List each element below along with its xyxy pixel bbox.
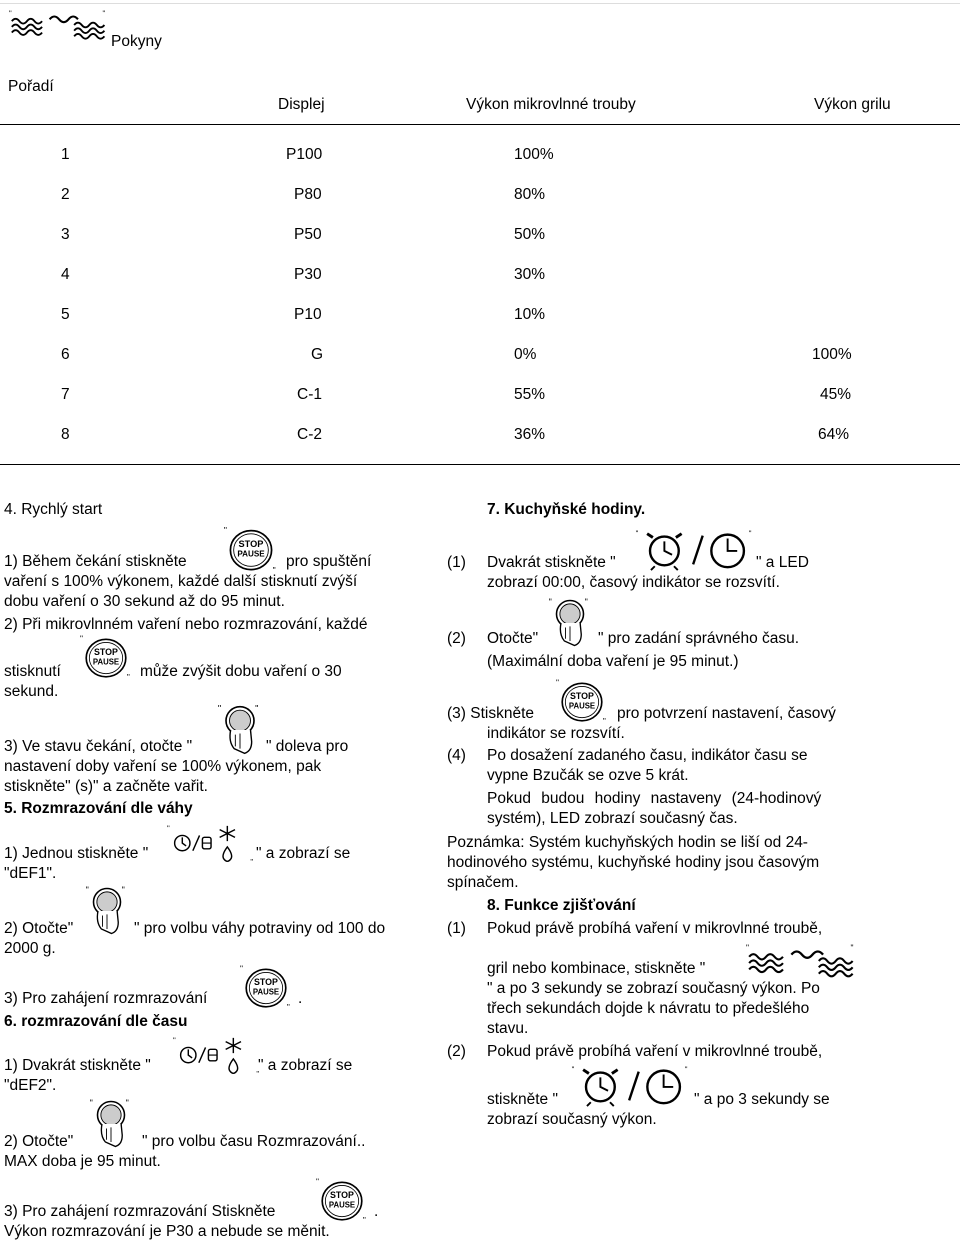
s8-step2-text: " a po 3 sekundy se [694,1091,830,1108]
s7-step4-text: systém), LED zobrazí současný čas. [487,810,738,827]
s6-step2-text: 2) Otočte" [4,1133,74,1150]
s5-step2-text: " pro volbu váhy potraviny od 100 do [134,920,386,937]
s4-step1-text: dobu vaření o 30 sekund až do 95 minut. [4,593,285,610]
clock-timer-icon [568,1062,696,1108]
row-number: 8 [61,426,70,443]
microwave-grill-icon [8,8,112,42]
table-header-display: Displej [278,96,325,113]
row-microwave: 50% [514,226,546,243]
s7-step1-text: zobrazí 00:00, časový indikátor se rozsvítí. [487,574,780,591]
s4-step2-text: sekund. [4,683,59,700]
s6-step3-text: 3) Pro zahájení rozmrazování Stiskněte [4,1203,276,1220]
s8-step2-text: zobrazí současný výkon. [487,1111,657,1128]
s7-step4-text: Po dosažení zadaného času, indikátor času se [487,747,808,764]
s5-step1-text: " a zobrazí se [256,845,351,862]
s5-step1-text: 1) Jednou stiskněte " [4,845,149,862]
stop-pause-icon [220,523,282,575]
row-display: P10 [294,306,322,323]
row-microwave: 10% [514,306,546,323]
table-header-grill: Výkon grilu [814,96,891,113]
row-number: 5 [61,306,70,323]
s8-step1-number: (1) [447,920,466,937]
row-display: P100 [286,146,323,163]
row-display: C-2 [297,426,322,443]
row-number: 2 [61,186,70,203]
row-microwave: 36% [514,426,546,443]
s4-step2-text: může zvýšit dobu vaření o 30 [140,663,342,680]
section-6-title: 6. rozmrazování dle času [4,1013,188,1030]
s4-step3-text: nastavení doby vaření se 100% výkonem, pak [4,758,322,775]
s5-step2-text: 2000 g. [4,940,56,957]
s4-step1-text: vaření s 100% výkonem, každé další stisknutí zvýší [4,573,358,590]
section-7-title: 7. Kuchyňské hodiny. [487,501,646,518]
s4-step1-text: 1) Během čekání stiskněte [4,553,187,570]
s8-step1-text: gril nebo kombinace, stiskněte " [487,960,706,977]
stop-pause-icon [312,1175,372,1225]
clock-timer-icon [632,526,760,572]
row-number: 3 [61,226,70,243]
s8-step2-number: (2) [447,1043,466,1060]
s7-step1-text: Dvakrát stiskněte " [487,554,616,571]
dial-knob-icon [84,884,130,938]
section-4-title: 4. Rychlý start [4,501,103,518]
s4-step2-text: 2) Při mikrovlnném vaření nebo rozmrazování, každé [4,616,368,633]
s8-step2-text: stiskněte " [487,1091,558,1108]
dial-knob-icon [216,702,264,758]
s8-step1-text: stavu. [487,1020,529,1037]
s4-step3-text: 3) Ve stavu čekání, otočte " [4,738,193,755]
stop-pause-icon [76,632,136,682]
s4-step1-text: pro spuštění [286,553,372,570]
row-microwave: 55% [514,386,546,403]
s8-step1-text: třech sekundách dojde k návratu to předešlého [487,1000,810,1017]
table-header-microwave: Výkon mikrovlnné trouby [466,96,636,113]
row-grill: 45% [820,386,852,403]
row-display: C-1 [297,386,322,403]
s6-step2-text: " pro volbu času Rozmrazování.. [142,1133,366,1150]
row-microwave: 80% [514,186,546,203]
row-display: P50 [294,226,322,243]
s8-step1-text: " a po 3 sekundy se zobrazí současný výkon. Po [487,980,820,997]
defrost-icon [172,1034,264,1080]
row-number: 1 [61,146,70,163]
row-display: P30 [294,266,322,283]
s7-note: spínačem. [447,874,519,891]
s6-step1-text: " a zobrazí se [258,1057,353,1074]
section-8-title: 8. Funkce zjišťování [487,897,636,914]
row-microwave: 0% [514,346,537,363]
stop-pause-icon [236,962,296,1012]
s7-step1-number: (1) [447,554,466,571]
s7-step3-text: (3) Stiskněte [447,705,535,722]
s5-step3-text: . [298,990,303,1007]
row-grill: 100% [812,346,852,363]
row-display: G [311,346,324,363]
s7-step4-number: (4) [447,747,466,764]
s4-step3-text: stiskněte" (s)" a začněte vařit. [4,778,208,795]
s6-step1-text: "dEF2". [4,1077,57,1094]
row-display: P80 [294,186,322,203]
s7-step2-text: Otočte" [487,630,539,647]
page-title: Pokyny [111,33,162,50]
row-grill: 64% [818,426,850,443]
s7-note: hodinového systému, kuchyňské hodiny jsou časovým [447,854,820,871]
dial-knob-icon [88,1097,134,1151]
row-number: 4 [61,266,70,283]
s6-step2-text: MAX doba je 95 minut. [4,1153,161,1170]
dial-knob-icon [546,596,594,650]
s5-step1-text: "dEF1". [4,865,57,882]
s7-step4-text: Pokud budou hodiny nastaveny (24-hodinový [487,790,822,807]
s6-step3-text: . [374,1203,379,1220]
s7-step2-text: " pro zadání správného času. [598,630,800,647]
s8-step2-text: Pokud právě probíhá vaření v mikrovlnné troubě, [487,1043,823,1060]
section-5-title: 5. Rozmrazování dle váhy [4,800,193,817]
row-number: 7 [61,386,70,403]
s7-step3-text: indikátor se rozsvítí. [487,725,625,742]
stop-pause-icon [550,676,614,726]
defrost-icon [166,822,258,868]
s7-step2-text: (Maximální doba vaření je 95 minut.) [487,653,739,670]
s7-step3-text: pro potvrzení nastavení, časový [617,705,836,722]
top-divider [0,3,960,4]
s7-step1-text: " a LED [756,554,809,571]
row-microwave: 30% [514,266,546,283]
s7-step4-text: vypne Bzučák se ozve 5 krát. [487,767,689,784]
row-number: 6 [61,346,70,363]
s8-step1-text: Pokud právě probíhá vaření v mikrovlnné troubě, [487,920,823,937]
microwave-grill-icon [742,942,864,980]
table-header-rule [0,124,960,125]
s4-step2-text: stisknutí [4,663,61,680]
table-header-order: Pořadí [8,78,54,95]
s7-note: Poznámka: Systém kuchyňských hodin se liší od 24- [447,834,808,851]
s6-step1-text: 1) Dvakrát stiskněte " [4,1057,151,1074]
table-bottom-rule [0,464,960,465]
s5-step2-text: 2) Otočte" [4,920,74,937]
s7-step2-number: (2) [447,630,466,647]
s4-step3-text: " doleva pro [266,738,349,755]
row-microwave: 100% [514,146,554,163]
s5-step3-text: 3) Pro zahájení rozmrazování [4,990,208,1007]
s6-step3-text: Výkon rozmrazování je P30 a nebude se měnit. [4,1223,330,1240]
